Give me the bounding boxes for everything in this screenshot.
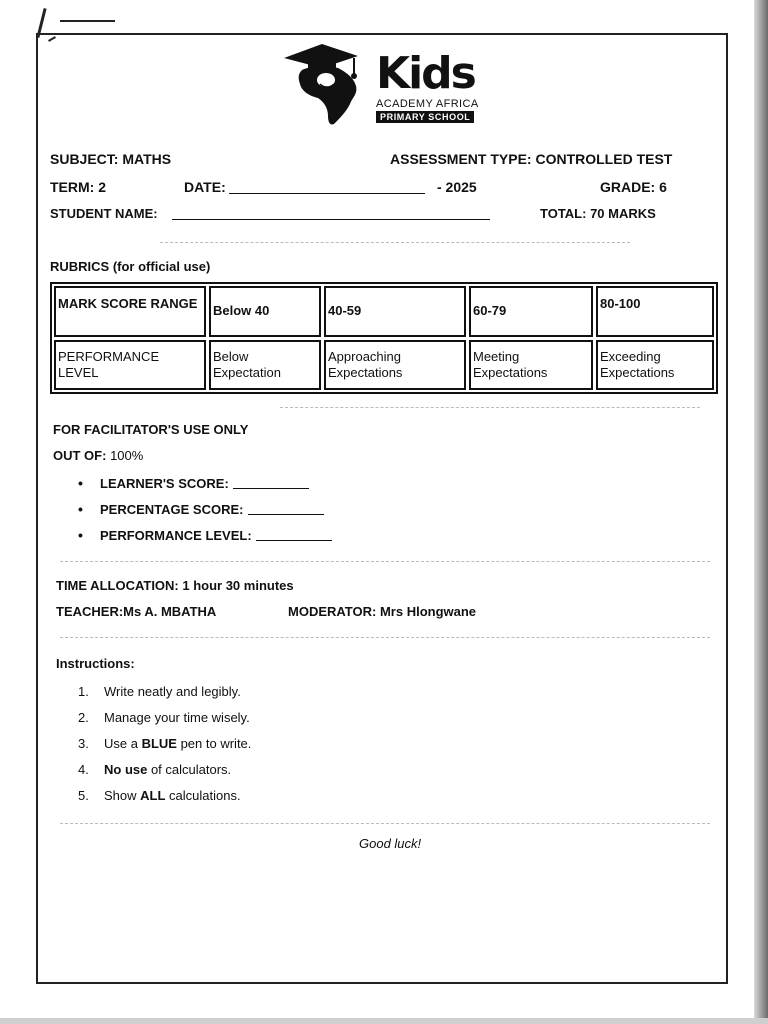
learner-score-blank [233, 488, 309, 489]
list-item [78, 782, 251, 808]
list-item [78, 470, 332, 496]
list-item [78, 756, 251, 782]
africa-graduate-icon [280, 40, 376, 130]
scan-bottom-edge [0, 1018, 768, 1024]
instructions-list [78, 678, 251, 808]
item-text: Manage your time wisely. [104, 709, 250, 725]
item-text: Use a [104, 735, 142, 751]
out-of-label: OUT OF: [53, 448, 107, 463]
total-marks-label: TOTAL: 70 MARKS [540, 206, 656, 221]
rubric-cell: Below Expectation [209, 340, 321, 391]
rubric-cell: Exceeding Expectations [596, 340, 714, 391]
date-label: DATE: [184, 179, 226, 195]
bullet-icon: • [78, 527, 83, 543]
item-text: of calculators. [147, 761, 232, 777]
rubric-cell: Below 40 [209, 286, 321, 337]
student-name-blank [172, 219, 490, 220]
percentage-score-blank [248, 514, 324, 515]
teacher-label: TEACHER:Ms A. MBATHA [56, 604, 217, 619]
item-text: calculations. [165, 787, 241, 803]
list-item [78, 678, 251, 704]
logo-subtitle: ACADEMY AFRICA [376, 98, 479, 110]
learner-score-label: LEARNER'S SCORE: [100, 475, 229, 491]
item-text: pen to write. [176, 735, 252, 751]
item-text: Show [104, 787, 141, 803]
subject-label: SUBJECT: MATHS [50, 151, 172, 167]
rubric-cell: 60-79 [469, 286, 593, 337]
divider [280, 407, 700, 408]
pen-mark [60, 20, 115, 22]
facilitator-title: FOR FACILITATOR'S USE ONLY [53, 422, 249, 437]
rubric-cell: 40-59 [324, 286, 466, 337]
item-number: 1. [78, 683, 89, 699]
rubric-cell: Meeting Expectations [469, 340, 593, 391]
year-label: - 2025 [437, 179, 477, 195]
list-item [78, 730, 251, 756]
divider [160, 242, 630, 243]
assessment-type-label: ASSESSMENT TYPE: CONTROLLED TEST [390, 151, 673, 167]
bullet-icon: • [78, 475, 83, 491]
item-number: 2. [78, 709, 89, 725]
performance-level-label: PERFORMANCE LEVEL: [100, 527, 252, 543]
percentage-score-label: PERCENTAGE SCORE: [100, 501, 244, 517]
student-name-label: STUDENT NAME: [50, 206, 158, 221]
item-number: 4. [78, 761, 89, 777]
list-item [78, 522, 332, 548]
item-number: 3. [78, 735, 89, 751]
facilitator-list [78, 470, 332, 548]
rubric-cell: Approaching Expectations [324, 340, 466, 391]
time-allocation: TIME ALLOCATION: 1 hour 30 minutes [56, 578, 294, 593]
divider [60, 561, 710, 562]
date-blank [229, 193, 425, 194]
performance-level-blank [256, 540, 332, 541]
term-label: TERM: 2 [50, 179, 106, 195]
rubrics-title: RUBRICS (for official use) [50, 259, 211, 274]
good-luck-text: Good luck! [359, 836, 422, 851]
logo-wordmark: Kids [376, 48, 475, 99]
rubric-cell: PERFORMANCE LEVEL [54, 340, 206, 391]
rubric-cell: MARK SCORE RANGE [54, 286, 206, 337]
list-item [78, 704, 251, 730]
instructions-title: Instructions: [56, 656, 135, 671]
item-emphasis: ALL [140, 787, 166, 803]
divider [60, 823, 710, 824]
scan-shadow-edge [754, 0, 768, 1024]
rubrics-table [50, 282, 718, 394]
item-emphasis: BLUE [141, 735, 177, 751]
out-of-row [53, 448, 143, 463]
rubric-cell: 80-100 [596, 286, 714, 337]
school-logo [280, 40, 490, 130]
item-emphasis: No use [104, 761, 148, 777]
item-text: Write neatly and legibly. [104, 683, 241, 699]
item-number: 5. [78, 787, 89, 803]
moderator-label: MODERATOR: Mrs Hlongwane [288, 604, 477, 619]
bullet-icon: • [78, 501, 83, 517]
divider [60, 637, 710, 638]
logo-badge: PRIMARY SCHOOL [376, 111, 474, 123]
list-item [78, 496, 332, 522]
out-of-value: 100% [110, 448, 144, 463]
grade-label: GRADE: 6 [600, 179, 667, 195]
